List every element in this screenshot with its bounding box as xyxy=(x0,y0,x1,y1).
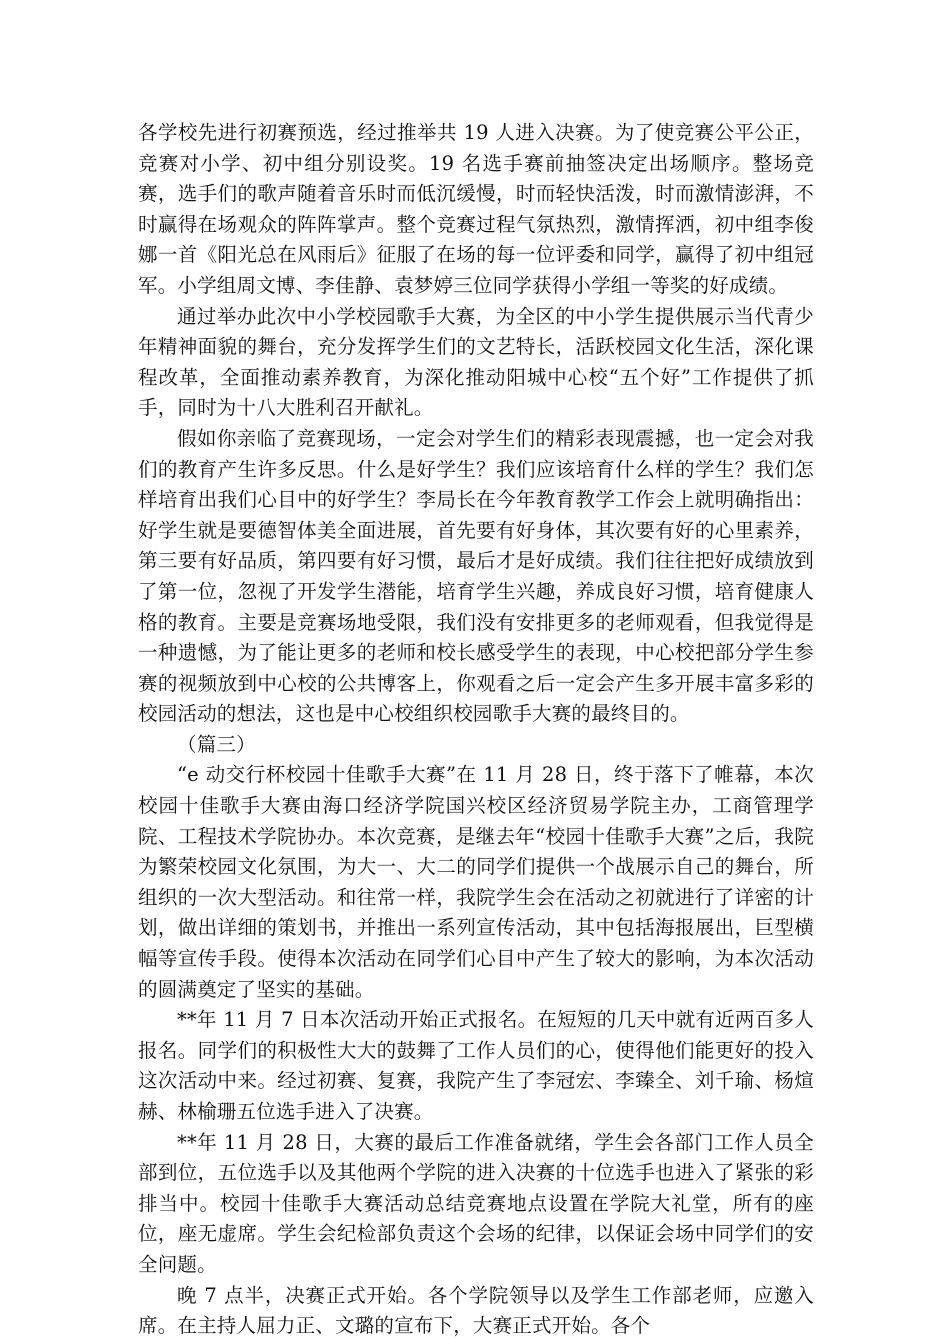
paragraph-5: **年 11 月 7 日本次活动开始正式报名。在短短的几天中就有近两百多人报名。同学们的积极性大大的鼓舞了工作人员们的心，使得他们能更好的投入这次活动中来。经过初赛、复赛，我院产生了李冠宏、李臻全、刘千瑜、杨煊赫、林榆珊五位选手进入了决赛。 xyxy=(138,1008,814,1123)
paragraph-7: 晚 7 点半，决赛正式开始。各个学院领导以及学生工作部老师，应邀入席。在主持人屈力正、文璐的宣布下，大赛正式开始。各个 xyxy=(138,1283,814,1338)
paragraph-2: 通过举办此次中小学校园歌手大赛，为全区的中小学生提供展示当代青少年精神面貌的舞台，充分发挥学生们的文艺特长，活跃校园文化生活，深化课程改革，全面推动素养教育，为深化推动阳城中心校“五个好”工作提供了抓手，同时为十八大胜利召开献礼。 xyxy=(138,304,814,420)
paragraph-3: 假如你亲临了竞赛现场，一定会对学生们的精彩表现震撼，也一定会对我们的教育产生许多反思。什么是好学生？我们应该培育什么样的学生？我们怎样培育出我们心目中的好学生？李局长在今年教育教学工作会上就明确指出：好学生就是要德智体美全面进展，首先要有好身体，其次要有好的心里素养，第三要有好品质，第四要有好习惯，最后才是好成绩。我们往往把好成绩放到了第一位，忽视了开发学生潜能，培育学生兴趣，养成良好习惯，培育健康人格的教育。主要是竞赛场地受限，我们没有安排更多的老师观看，但我觉得是一种遗憾，为了能让更多的老师和校长感受学生的表现，中心校把部分学生参赛的视频放到中心校的公共博客上，你观看之后一定会产生多开展丰富多彩的校园活动的想法，这也是中心校组织校园歌手大赛的最终目的。 xyxy=(138,426,814,726)
document-body xyxy=(138,118,814,1342)
paragraph-1: 各学校先进行初赛预选，经过推举共 19 人进入决赛。为了使竞赛公平公正，竞赛对小学、初中组分别设奖。19 名选手赛前抽签决定出场顺序。整场竞赛，选手们的歌声随着音乐时而低沉缓慢，时而轻快活泼，时而激情澎湃，不时赢得在场观众的阵阵掌声。整个竞赛过程气氛热烈，激情挥洒，初中组李俊娜一首《阳光总在风雨后》征服了在场的每一位评委和同学，赢得了初中组冠军。小学组周文博、李佳静、袁梦婷三位同学获得小学组一等奖的好成绩。 xyxy=(138,121,814,297)
paragraph-4: “e 动交行杯校园十佳歌手大赛”在 11 月 28 日，终于落下了帷幕，本次校园十佳歌手大赛由海口经济学院国兴校区经济贸易学院主办，工商管理学院、工程技术学院协办。本次竞赛，是继去年“校园十佳歌手大赛”之后，我院为繁荣校园文化氛围，为大一、大二的同学们提供一个战展示自己的舞台，所组织的一次大型活动。和往常一样，我院学生会在活动之初就进行了详密的计划，做出详细的策划书，并推出一系列宣传活动，其中包括海报展出，巨型横幅等宣传手段。使得本次活动在同学们心目中产生了较大的影响，为本次活动的圆满奠定了坚实的基础。 xyxy=(138,763,814,1001)
section-heading: （篇三） xyxy=(177,732,256,756)
paragraph-6: **年 11 月 28 日，大赛的最后工作准备就绪，学生会各部门工作人员全部到位，五位选手以及其他两个学院的进入决赛的十位选手也进入了紧张的彩排当中。校园十佳歌手大赛活动总结竞赛地点设置在学院大礼堂，所有的座位，座无虚席。学生会纪检部负责这个会场的纪律，以保证会场中同学们的安全问题。 xyxy=(138,1130,814,1276)
